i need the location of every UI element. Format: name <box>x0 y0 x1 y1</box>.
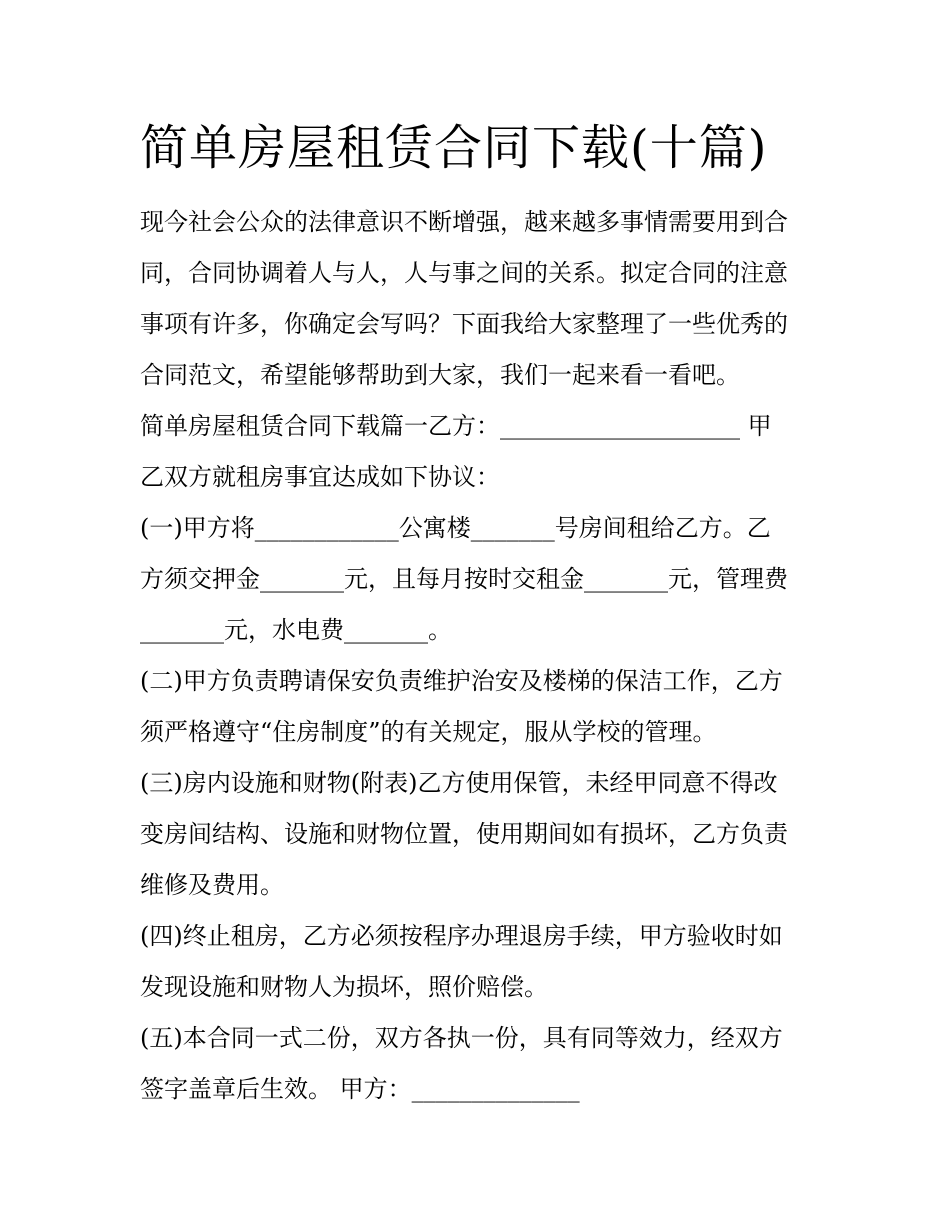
clause-5-line: 签字盖章后生效。 甲方：______________ <box>140 1075 580 1103</box>
text-line: 现今社会公众的法律意识不断增强，越来越多事情需要用到合 <box>140 208 788 236</box>
document-title: 简单房屋租赁合同下载(十篇) <box>140 120 768 176</box>
clause-4-line: (四)终止租房，乙方必须按程序办理退房手续，甲方验收时如 <box>140 922 783 950</box>
clause-1-line: (一)甲方将____________公寓楼_______号房间租给乙方。乙 <box>140 514 771 542</box>
clause-2-line: 须严格遵守“住房制度”的有关规定，服从学校的管理。 <box>140 718 717 746</box>
text-line: 同，合同协调着人与人，人与事之间的关系。拟定合同的注意 <box>140 259 788 287</box>
clause-1-line: _______元，水电费_______。 <box>140 616 452 644</box>
text-line: 事项有许多，你确定会写吗？下面我给大家整理了一些优秀的 <box>140 310 788 338</box>
clause-2-line: (二)甲方负责聘请保安负责维护治安及楼梯的保洁工作，乙方 <box>140 667 783 695</box>
clause-3-line: 变房间结构、设施和财物位置，使用期间如有损坏，乙方负责 <box>140 820 788 848</box>
clause-4-line: 发现设施和财物人为损坏，照价赔偿。 <box>140 973 548 1001</box>
document-body <box>140 197 820 1115</box>
text-line: 合同范文，希望能够帮助到大家，我们一起来看一看吧。 <box>140 361 740 389</box>
text-line: 简单房屋租赁合同下载篇一乙方：____________________ 甲 <box>140 412 772 440</box>
text-line: 乙双方就租房事宜达成如下协议： <box>140 463 500 491</box>
clause-3-line: (三)房内设施和财物(附表)乙方使用保管，未经甲同意不得改 <box>140 769 778 797</box>
clause-1-line: 方须交押金_______元，且每月按时交租金_______元，管理费 <box>140 565 788 593</box>
clause-3-line: 维修及费用。 <box>140 871 284 899</box>
clause-5-line: (五)本合同一式二份，双方各执一份，具有同等效力，经双方 <box>140 1024 783 1052</box>
